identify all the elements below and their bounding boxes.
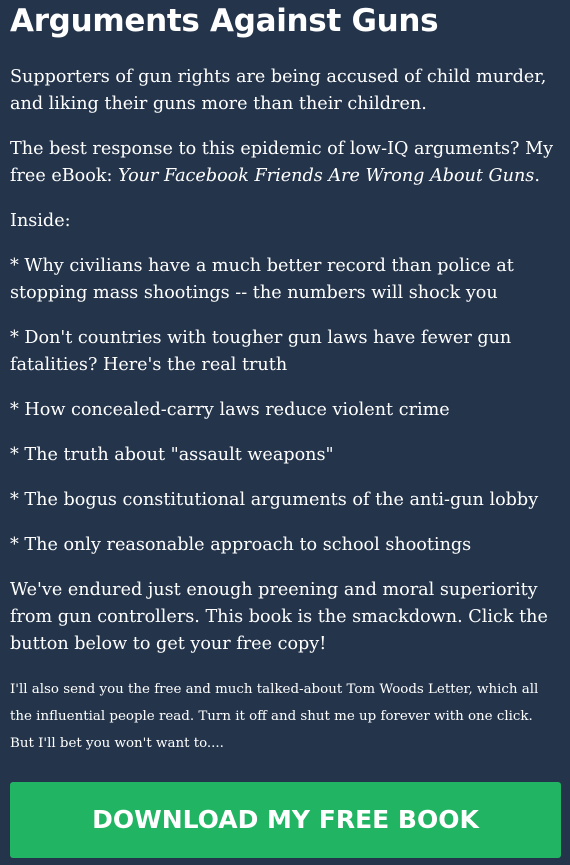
ebook-prefix: The best response to this epidemic of low-IQ arguments? My free eBook:: [10, 139, 554, 186]
bullet-item: * The truth about "assault weapons": [10, 445, 334, 465]
ebook-paragraph: [10, 136, 560, 190]
page-title: Arguments Against Guns: [10, 3, 439, 39]
inside-label: Inside:: [10, 211, 71, 231]
bullet-item: * Why civilians have a much better record than police at stopping mass shootings -- the numbers will shock you: [10, 256, 514, 303]
bullet-item: * Don't countries with tougher gun laws have fewer gun fatalities? Here's the real truth: [10, 328, 512, 375]
fine-print: I'll also send you the free and much talked-about Tom Woods Letter, which all the influential people read. Turn it off and shut me up forever with one click. But I'll bet you won't want to....: [10, 682, 539, 751]
bullet-item: * The only reasonable approach to school shootings: [10, 535, 472, 555]
bullet-item: * How concealed-carry laws reduce violent crime: [10, 400, 450, 420]
intro-paragraph: Supporters of gun rights are being accused of child murder, and liking their guns more than their children.: [10, 67, 547, 114]
ebook-suffix: .: [534, 166, 540, 186]
ebook-title: Your Facebook Friends Are Wrong About Guns: [118, 166, 535, 186]
closing-paragraph: We've endured just enough preening and moral superiority from gun controllers. This book is the smackdown. Click the button below to get your free copy!: [10, 580, 548, 654]
download-book-button[interactable]: DOWNLOAD MY FREE BOOK: [10, 782, 561, 858]
bullet-item: * The bogus constitutional arguments of the anti-gun lobby: [10, 490, 539, 510]
